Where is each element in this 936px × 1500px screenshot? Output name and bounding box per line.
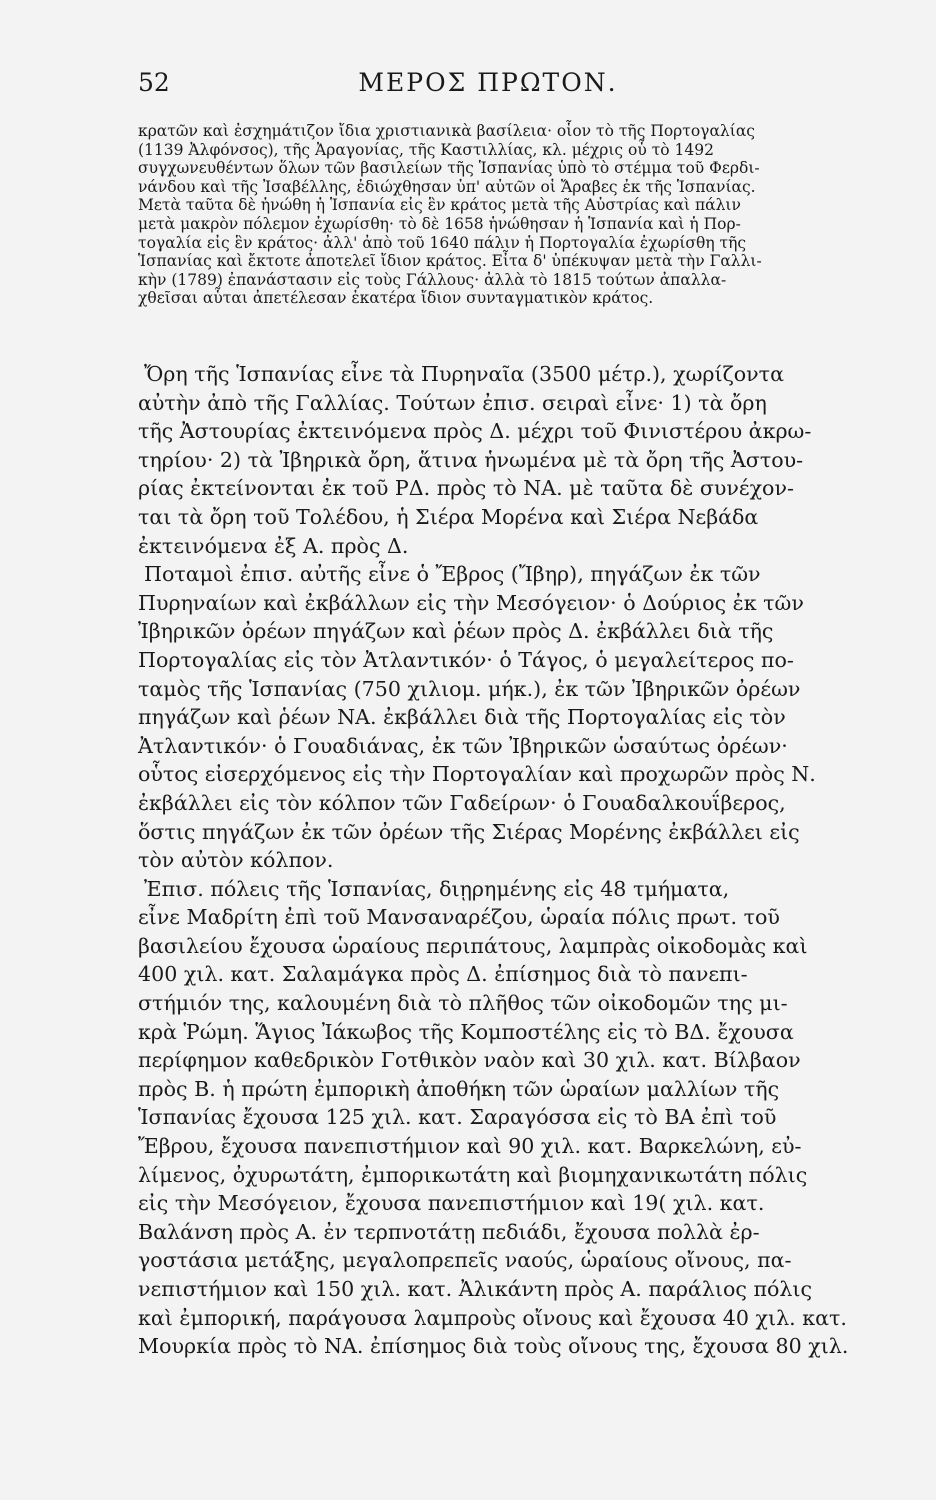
text-line: Μετὰ ταῦτα δὲ ἡνώθη ἡ Ἱσπανία εἰς ἓν κράτος μετὰ τῆς Αὐστρίας καὶ πάλιν [138, 196, 741, 215]
text-line: χθεῖσαι αὗται ἀπετέλεσαν ἑκατέρα ἴδιον συνταγματικὸν κράτος. [138, 289, 654, 308]
text-line: Ἱσπανίας καὶ ἔκτοτε ἀποτελεῖ ἴδιον κράτος. Εἶτα δ' ὑπέκυψαν μετὰ τὴν Γαλλι- [138, 252, 762, 271]
text-line: Βαλάνση πρὸς Α. ἐν τερπνοτάτῃ πεδιάδι, ἔχουσα πολλὰ ἐρ- [138, 1219, 760, 1244]
text-line: Ὄρη τῆς Ἱσπανίας εἶνε τὰ Πυρηναῖα (3500 μέτρ.), χωρίζοντα [144, 362, 784, 386]
text-line: περίφημον καθεδρικὸν Γοτθικὸν ναὸν καὶ 30 χιλ. κατ. Βίλβαον [138, 1048, 801, 1073]
text-line: νάνδου καὶ τῆς Ἰσαβέλλης, ἐδιώχθησαν ὑπ' αὐτῶν οἱ Ἄραβες ἐκ τῆς Ἱσπανίας. [138, 177, 756, 196]
text-line: γοστάσια μετάξης, μεγαλοπρεπεῖς ναούς, ὡραίους οἴνους, πα- [138, 1248, 792, 1273]
page-number: 52 [138, 68, 170, 97]
text-line: τῆς Ἀστουρίας ἐκτεινόμενα πρὸς Δ. μέχρι τοῦ Φινιστέρου ἀκρω- [138, 419, 812, 444]
text-line: Πυρηναίων καὶ ἐκβάλλων εἰς τὴν Μεσόγειον· ὁ Δούριος ἐκ τῶν [138, 590, 804, 615]
text-line: ὅστις πηγάζων ἐκ τῶν ὀρέων τῆς Σιέρας Μορένης ἐκβάλλει εἰς [138, 819, 800, 844]
text-line: λίμενος, ὀχυρωτάτη, ἐμπορικωτάτη καὶ βιομηχανικωτάτη πόλις [138, 1162, 808, 1187]
text-line: εἶνε Μαδρίτη ἐπὶ τοῦ Μανσαναρέζου, ὡραία πόλις πρωτ. τοῦ [138, 905, 780, 930]
text-line: ἐκβάλλει εἰς τὸν κόλπον τῶν Γαδείρων· ὁ Γουαδαλκουΐβερος, [138, 790, 786, 815]
text-line: κρὰ Ῥώμη. Ἅγιος Ἰάκωβος τῆς Κομποστέλης εἰς τὸ ΒΔ. ἔχουσα [138, 1019, 794, 1044]
text-line: ται τὰ ὄρη τοῦ Τολέδου, ἡ Σιέρα Μορένα καὶ Σιέρα Νεβάδα [138, 504, 759, 529]
text-line: Ἰβηρικῶν ὀρέων πηγάζων καὶ ῥέων πρὸς Δ. ἐκβάλλει διὰ τῆς [138, 619, 774, 644]
text-line: οὗτος εἰσερχόμενος εἰς τὴν Πορτογαλίαν καὶ προχωρῶν πρὸς Ν. [138, 762, 816, 787]
text-line: βασιλείου ἔχουσα ὡραίους περιπάτους, λαμπρὰς οἰκοδομὰς καὶ [138, 933, 808, 958]
text-line: αὐτὴν ἀπὸ τῆς Γαλλίας. Τούτων ἐπισ. σειραὶ εἶνε· 1) τὰ ὄρη [138, 390, 767, 415]
text-line: πρὸς Β. ἡ πρώτη ἐμπορικὴ ἀποθήκη τῶν ὡραίων μαλλίων τῆς [138, 1076, 780, 1101]
text-line: ρίας ἐκτείνονται ἐκ τοῦ ΡΔ. πρὸς τὸ ΝΑ. μὲ ταῦτα δὲ συνέχον- [138, 476, 794, 501]
historical-paragraph [138, 122, 850, 308]
text-line: ἐκτεινόμενα ἐξ Α. πρὸς Δ. [138, 533, 409, 558]
text-line: (1139 Ἀλφόνσος), τῆς Ἀραγονίας, τῆς Καστιλλίας, κλ. μέχρις οὗ τὸ 1492 [138, 140, 714, 159]
text-line: πηγάζων καὶ ῥέων ΝΑ. ἐκβάλλει διὰ τῆς Πορτογαλίας εἰς τὸν [138, 705, 786, 730]
text-line: Ἔβρου, ἔχουσα πανεπιστήμιον καὶ 90 χιλ. κατ. Βαρκελώνη, εὐ- [138, 1134, 802, 1159]
text-line: Ἀτλαντικόν· ὁ Γουαδιάνας, ἐκ τῶν Ἰβηρικῶν ὡσαύτως ὀρέων· [138, 733, 788, 758]
text-line: 400 χιλ. κατ. Σαλαμάγκα πρὸς Δ. ἐπίσημος διὰ τὸ πανεπι- [138, 962, 748, 987]
text-line: Ποταμοὶ ἐπισ. αὐτῆς εἶνε ὁ Ἔβρος (Ἴβηρ), πηγάζων ἐκ τῶν [144, 562, 761, 587]
page-header [138, 68, 858, 108]
text-line: κὴν (1789) ἐπανάστασιν εἰς τοὺς Γάλλους· ἀλλὰ τὸ 1815 τούτων ἀπαλλα- [138, 270, 727, 289]
text-line: τὸν αὐτὸν κόλπον. [138, 848, 334, 873]
running-title: ΜΕΡΟΣ ΠΡΩΤΟΝ. [358, 68, 618, 97]
text-line: κρατῶν καὶ ἐσχημάτιζον ἴδια χριστιανικὰ βασίλεια· οἷον τὸ τῆς Πορτογαλίας [138, 122, 755, 140]
main-text [138, 360, 850, 1361]
text-line: Ἱσπανίας ἔχουσα 125 χιλ. κατ. Σαραγόσσα εἰς τὸ ΒΑ ἐπὶ τοῦ [138, 1105, 777, 1130]
text-line: μετὰ μακρὸν πόλεμον ἐχωρίσθη· τὸ δὲ 1658 ἡνώθησαν ἡ Ἱσπανία καὶ ἡ Πορ- [138, 214, 741, 233]
text-line: εἰς τὴν Μεσόγειον, ἔχουσα πανεπιστήμιον καὶ 19( χιλ. κατ. [138, 1191, 765, 1216]
text-line: Μουρκία πρὸς τὸ ΝΑ. ἐπίσημος διὰ τοὺς οἴνους της, ἔχουσα 80 χιλ. [138, 1334, 849, 1359]
text-line: ταμὸς τῆς Ἱσπανίας (750 χιλιομ. μήκ.), ἐκ τῶν Ἰβηρικῶν ὀρέων [138, 676, 801, 701]
text-line: συγχωνευθέντων ὅλων τῶν βασιλείων τῆς Ἱσπανίας ὑπὸ τὸ στέμμα τοῦ Φερδι- [138, 159, 760, 178]
text-line: στήμιόν της, καλουμένη διὰ τὸ πλῆθος τῶν οἰκοδομῶν της μι- [138, 991, 788, 1016]
text-line: Πορτογαλίας εἰς τὸν Ἀτλαντικόν· ὁ Τάγος, ὁ μεγαλείτερος πο- [138, 647, 794, 672]
text-line: τηρίου· 2) τὰ Ἰβηρικὰ ὄρη, ἅτινα ἡνωμένα μὲ τὰ ὄρη τῆς Ἀστου- [138, 447, 804, 472]
text-line: νεπιστήμιον καὶ 150 χιλ. κατ. Ἀλικάντη πρὸς Α. παράλιος πόλις [138, 1277, 813, 1301]
text-line: καὶ ἐμπορική, παράγουσα λαμπροὺς οἴνους καὶ ἔχουσα 40 χιλ. κατ. [138, 1305, 847, 1330]
text-line: Ἐπισ. πόλεις τῆς Ἱσπανίας, διῃρημένης εἰς 48 τμήματα, [144, 876, 730, 901]
text-line: τογαλία εἰς ἓν κράτος· ἀλλ' ἀπὸ τοῦ 1640 πάλιν ἡ Πορτογαλία ἐχωρίσθη τῆς [138, 233, 747, 252]
